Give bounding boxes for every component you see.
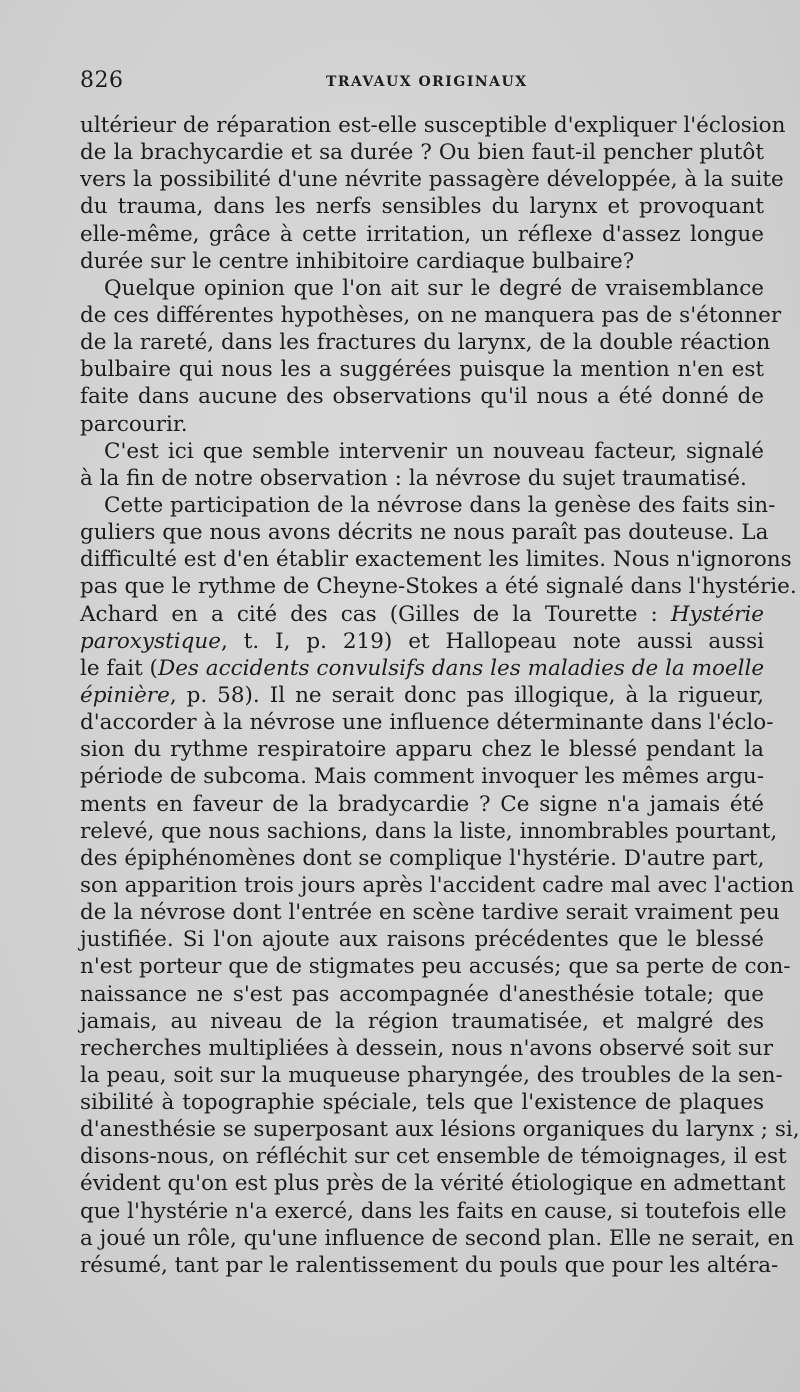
italic-text-segment: épinière xyxy=(80,682,170,708)
italic-text-segment: paroxystique xyxy=(80,628,221,654)
text-line xyxy=(80,248,764,275)
text-segment: sion du rythme respiratoire apparu chez le blessé pendant la xyxy=(80,737,764,763)
text-segment: recherches multipliées à dessein, nous n'avons observé soit sur xyxy=(80,1035,773,1061)
text-segment: d'anesthésie se superposant aux lésions organiques du larynx ; si, xyxy=(80,1117,800,1143)
text-line xyxy=(80,275,764,302)
text-segment: faite dans aucune des observations qu'il nous a été donné de xyxy=(80,384,764,410)
text-line xyxy=(80,818,778,845)
text-line xyxy=(80,573,797,600)
running-head: TRAVAUX ORIGINAUX xyxy=(326,74,528,90)
text-segment: , t. I, p. 219) et Hallopeau note aussi aussi xyxy=(220,628,764,654)
text-line xyxy=(80,1198,787,1225)
text-line xyxy=(80,1225,795,1252)
text-segment: de ces différentes hypothèses, on ne manquera pas de s'étonner xyxy=(80,302,782,328)
text-line xyxy=(80,899,780,926)
text-line xyxy=(80,546,792,573)
text-segment: n'est porteur que de stigmates peu accusés; que sa perte de con- xyxy=(80,954,791,980)
body-text xyxy=(80,112,800,1279)
text-line xyxy=(80,1089,764,1116)
text-segment: C'est ici que semble intervenir un nouveau facteur, signalé xyxy=(104,438,764,464)
text-line xyxy=(80,872,795,899)
text-segment: vers la possibilité d'une névrite passagère développée, à la suite xyxy=(80,167,784,193)
text-line xyxy=(80,438,764,465)
text-line xyxy=(80,791,764,818)
italic-text-segment: Hystérie xyxy=(670,601,764,627)
text-segment: durée sur le centre inhibitoire cardiaque bulbaire? xyxy=(80,248,635,274)
text-segment: jamais, au niveau de la région traumatisée, et malgré des xyxy=(80,1008,764,1034)
text-segment: guliers que nous avons décrits ne nous paraît pas douteuse. La xyxy=(80,520,769,546)
text-segment: Achard en a cité des cas (Gilles de la Tourette : xyxy=(80,601,671,627)
text-line xyxy=(80,193,764,220)
text-line xyxy=(80,628,764,655)
text-segment: le fait ( xyxy=(80,655,158,681)
text-segment: naissance ne s'est pas accompagnée d'anesthésie totale; que xyxy=(80,981,764,1007)
text-line xyxy=(80,166,784,193)
text-segment: justifiée. Si l'on ajoute aux raisons précédentes que le blessé xyxy=(80,927,764,953)
text-line xyxy=(80,1143,787,1170)
text-segment: parcourir. xyxy=(80,411,188,437)
text-line xyxy=(80,926,764,953)
text-segment: de la brachycardie et sa durée ? Ou bien faut-il pencher plutôt xyxy=(80,140,764,166)
text-line xyxy=(80,112,786,139)
text-line xyxy=(80,1116,800,1143)
text-segment: , p. 58). Il ne serait donc pas illogique, à la rigueur, xyxy=(169,682,764,708)
text-line xyxy=(80,981,764,1008)
text-line xyxy=(80,492,776,519)
text-segment: d'accorder à la névrose une influence déterminante dans l'éclo- xyxy=(80,710,774,736)
text-segment: Cette participation de la névrose dans la genèse des faits sin- xyxy=(104,492,776,518)
text-segment: la peau, soit sur la muqueuse pharyngée, des troubles de la sen- xyxy=(80,1062,783,1088)
text-line xyxy=(80,953,791,980)
text-segment: disons-nous, on réfléchit sur cet ensemble de témoignages, il est xyxy=(80,1144,787,1170)
text-line xyxy=(80,465,764,492)
text-segment: relevé, que nous sachions, dans la liste, innombrables pourtant, xyxy=(80,818,778,844)
text-segment: ments en faveur de la bradycardie ? Ce signe n'a jamais été xyxy=(80,791,764,817)
text-line xyxy=(80,329,771,356)
text-segment: Quelque opinion que l'on ait sur le degré de vraisemblance xyxy=(104,275,764,301)
text-line xyxy=(80,411,764,438)
text-line xyxy=(80,1252,779,1279)
text-line xyxy=(80,221,764,248)
text-line xyxy=(80,1035,773,1062)
text-segment: ultérieur de réparation est-elle susceptible d'expliquer l'éclosion xyxy=(80,113,786,138)
text-line xyxy=(80,302,782,329)
text-segment: son apparition trois jours après l'accident cadre mal avec l'action xyxy=(80,872,795,898)
text-line xyxy=(80,763,764,790)
text-line xyxy=(80,519,769,546)
text-line xyxy=(80,356,764,383)
text-segment: bulbaire qui nous les a suggérées puisque la mention n'en est xyxy=(80,357,764,383)
italic-text-segment: Des accidents convulsifs dans les maladies de la moelle xyxy=(157,655,765,681)
text-segment: évident qu'on est plus près de la vérité étiologique en admettant xyxy=(80,1171,786,1197)
text-line xyxy=(80,709,774,736)
text-line xyxy=(80,682,764,709)
text-line xyxy=(80,139,764,166)
text-segment: elle-même, grâce à cette irritation, un réflexe d'assez longue xyxy=(80,221,764,247)
text-line xyxy=(80,383,764,410)
text-line xyxy=(80,1008,764,1035)
text-segment: période de subcoma. Mais comment invoquer les mêmes argu- xyxy=(80,764,764,790)
page-header xyxy=(80,62,760,102)
text-segment: des épiphénomènes dont se complique l'hystérie. D'autre part, xyxy=(80,845,765,871)
text-line xyxy=(80,655,764,682)
text-segment: a joué un rôle, qu'une influence de second plan. Elle ne serait, en xyxy=(80,1225,795,1251)
text-segment: sibilité à topographie spéciale, tels que l'existence de plaques xyxy=(80,1090,764,1116)
text-line xyxy=(80,845,764,872)
text-segment: difficulté est d'en établir exactement les limites. Nous n'ignorons xyxy=(80,547,792,573)
text-line xyxy=(80,1170,786,1197)
text-segment: de la névrose dont l'entrée en scène tardive serait vraiment peu xyxy=(80,900,780,926)
text-segment: que l'hystérie n'a exercé, dans les faits en cause, si toutefois elle xyxy=(80,1198,787,1224)
text-segment: du trauma, dans les nerfs sensibles du larynx et provoquant xyxy=(80,194,764,220)
page-number: 826 xyxy=(80,68,124,93)
text-line xyxy=(80,736,764,763)
text-segment: de la rareté, dans les fractures du larynx, de la double réaction xyxy=(80,330,771,356)
text-line xyxy=(80,1062,783,1089)
text-segment: à la fin de notre observation : la névrose du sujet traumatisé. xyxy=(80,465,747,491)
text-segment: résumé, tant par le ralentissement du pouls que pour les altéra- xyxy=(80,1252,779,1278)
text-line xyxy=(80,601,764,628)
text-segment: pas que le rythme de Cheyne-Stokes a été signalé dans l'hystérie. xyxy=(80,574,797,600)
